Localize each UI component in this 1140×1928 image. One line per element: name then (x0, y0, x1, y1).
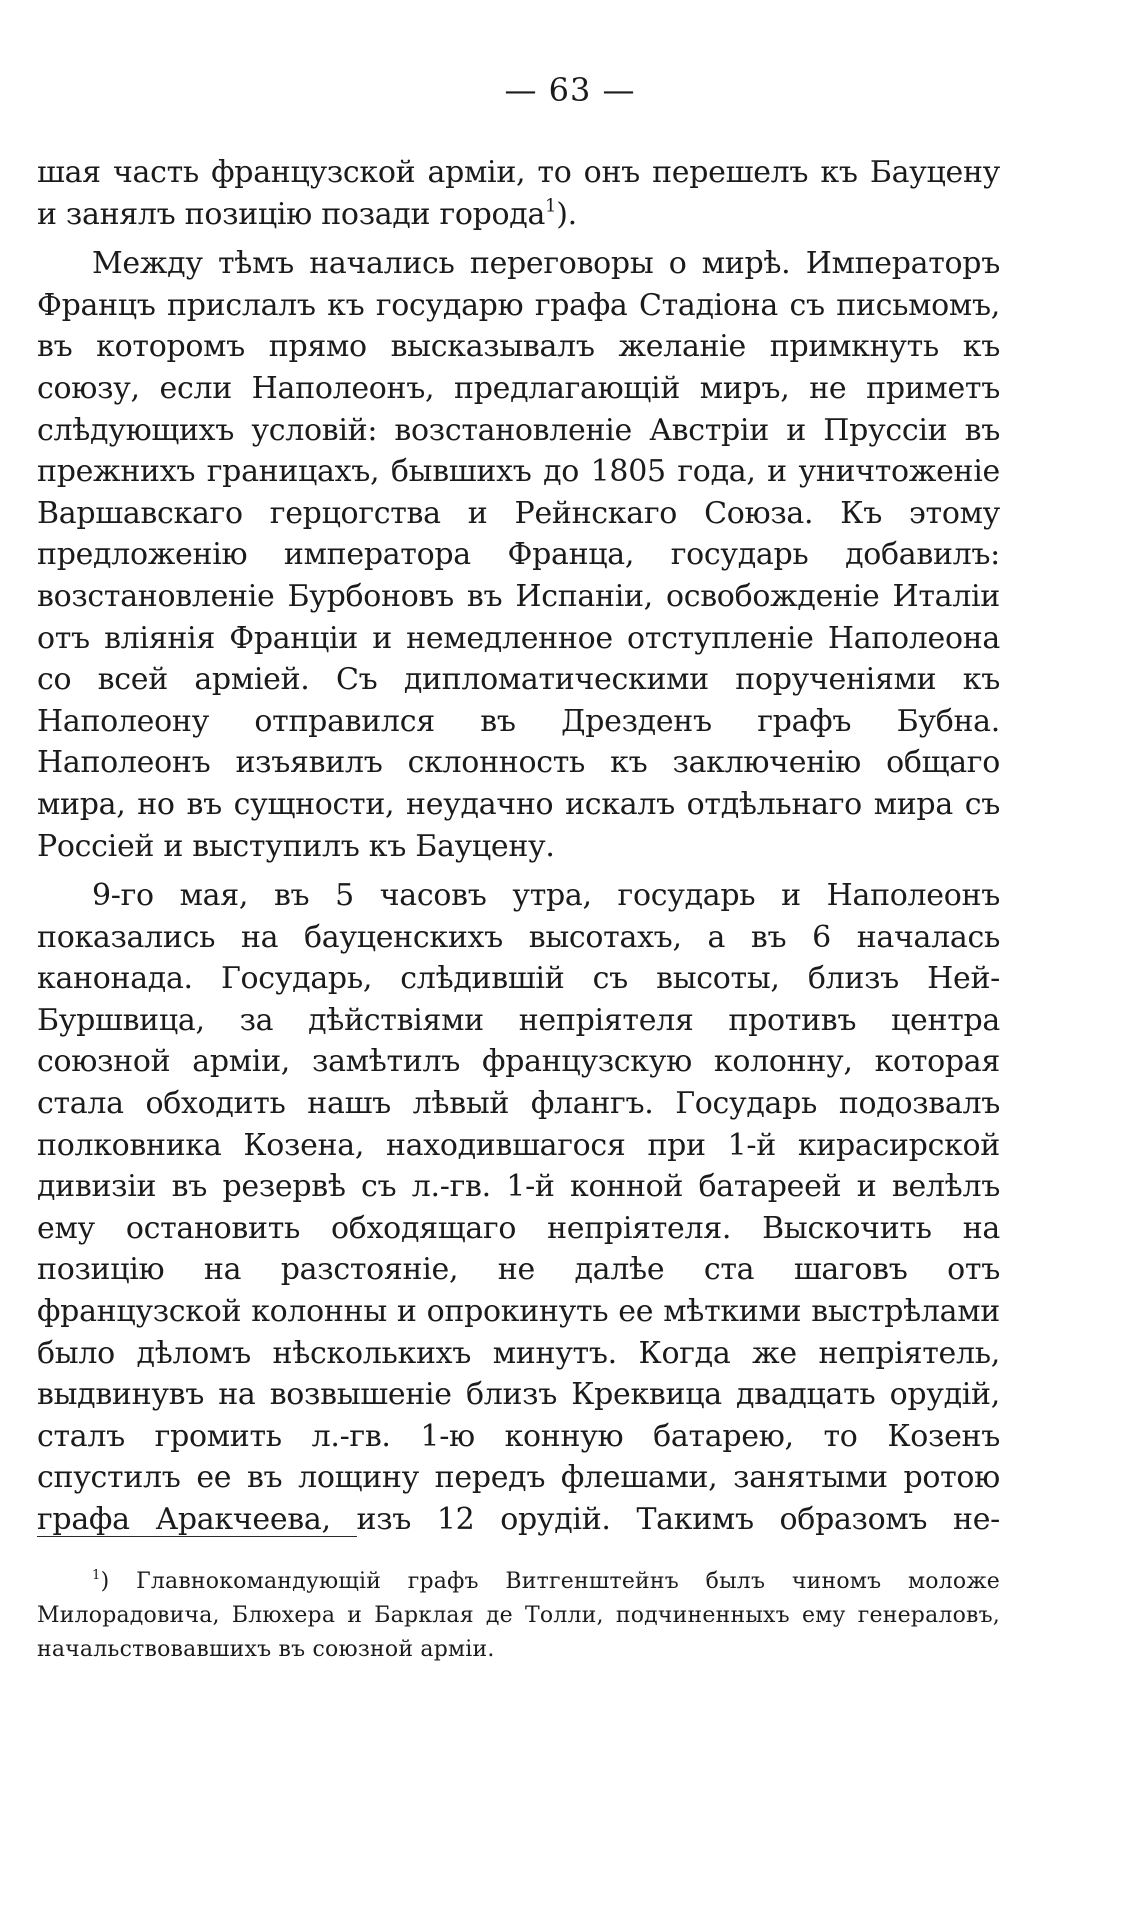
paragraph-continuation (37, 152, 1000, 235)
main-text (37, 152, 1000, 1541)
footnote-reference: 1 (545, 195, 557, 216)
footnote-text: Главнокомандующій графъ Витгенштейнъ былъ чиномъ моложе Милорадовича, Блюхера и Барклая де Толли, подчиненныхъ ему генераловъ, начальствовавшихъ въ союзной арміи. (37, 1569, 1000, 1662)
page-number: — 63 — (504, 71, 636, 109)
footnote-marker-suffix: ) (100, 1569, 110, 1594)
footnote-marker: 1 (92, 1567, 101, 1583)
footnotes (37, 1565, 1000, 1667)
paragraph-punctuation: ). (556, 196, 577, 232)
paragraph-peace-negotiations (37, 243, 1000, 867)
paragraph-text: шая часть французской арміи, то онъ перешелъ къ Бауцену и занялъ позицію позади города (37, 155, 1000, 232)
paragraph-text: Между тѣмъ начались переговоры о мирѣ. Императоръ Францъ прислалъ къ государю графа Стадіона съ письмомъ, въ которомъ прямо высказывалъ желаніе примкнуть къ союзу, если Наполеонъ, предлагающій миръ, не приметъ слѣдующихъ условій: возстановленіе Австріи и Пруссіи въ прежнихъ границахъ, бывшихъ до 1805 года, и уничтоженіе Варшавскаго герцогства и Рейнскаго Союза. Къ этому предложенію императора Франца, государь добавилъ: возстановленіе Бурбоновъ въ Испаніи, освобожденіе Италіи отъ вліянія Франціи и немедленное отступленіе Наполеона со всей арміей. Съ дипломатическими порученіями къ Наполеону отправился въ Дрезденъ графъ Бубна. Наполеонъ изъявилъ склонность къ заключенію общаго мира, но въ сущности, неудачно искалъ отдѣльнаго мира съ Россіей и выступилъ къ Бауцену. (37, 246, 1000, 864)
paragraph-battle-bautzen (37, 875, 1000, 1541)
footnote (37, 1565, 1000, 1667)
paragraph-text: 9-го мая, въ 5 часовъ утра, государь и Наполеонъ показались на бауценскихъ высотахъ, а въ 6 началась канонада. Государь, слѣдившій съ высоты, близъ Ней-Буршвица, за дѣйствіями непріятеля противъ центра союзной арміи, замѣтилъ французскую колонну, которая стала обходить нашъ лѣвый флангъ. Государь подозвалъ полковника Козена, находившагося при 1-й кирасирской дивизіи въ резервѣ съ л.-гв. 1-й конной батареей и велѣлъ ему остановить обходящаго непріятеля. Выскочить на позицію на разстояніе, не далѣе ста шаговъ отъ французской колонны и опрокинуть ее мѣткими выстрѣлами было дѣломъ нѣсколькихъ минутъ. Когда же непріятель, выдвинувъ на возвышеніе близъ Креквица двадцать орудій, сталъ громить л.-гв. 1-ю конную батарею, то Козенъ спустилъ ее въ лощину передъ флешами, занятыми ротою графа Аракчеева, изъ 12 орудій. Такимъ образомъ не- (37, 878, 1000, 1537)
footnote-separator (37, 1536, 357, 1537)
